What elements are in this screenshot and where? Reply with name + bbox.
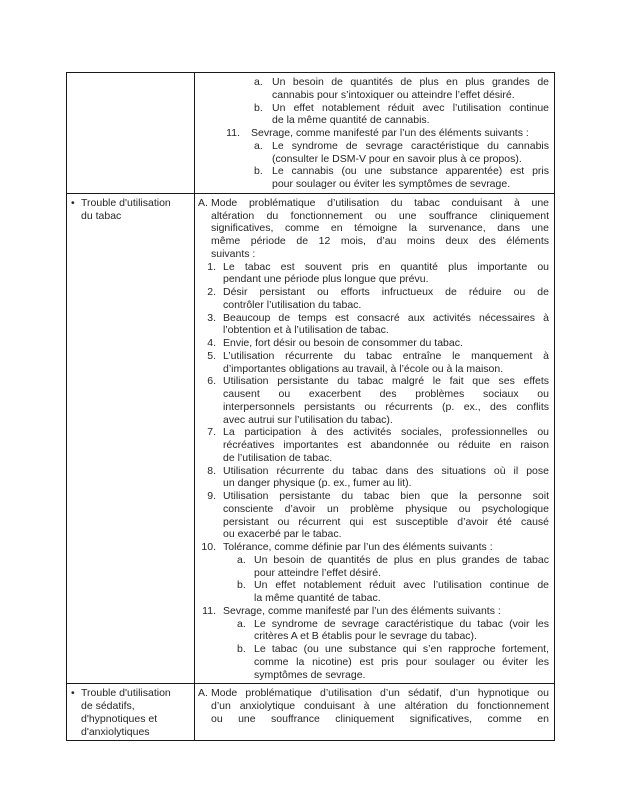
item-line: pour atteindre l’effet désiré.	[254, 566, 382, 579]
criterion-item	[196, 350, 549, 376]
item-marker: a.	[254, 139, 263, 152]
item-line: Le syndrome de sevrage caractéristique du cannabis	[272, 139, 549, 152]
item-line: suivants :	[211, 247, 256, 260]
item-line: de la même quantité de cannabis.	[272, 114, 430, 127]
item-line: Désir persistant ou efforts infructueux de réduire ou de	[223, 286, 549, 298]
item-line: Un effet notablement réduit avec l’utilisation continue	[272, 101, 549, 114]
item-line: interpersonnels persistants ou récurrents (p. ex., des conflits	[223, 400, 549, 413]
item-marker: b.	[254, 165, 263, 178]
item-marker: 2.	[207, 286, 216, 298]
disorder-label	[70, 687, 190, 738]
item-line: Beaucoup de temps est consacré aux activités nécessaires à	[223, 311, 549, 324]
criterion-item	[196, 618, 549, 644]
criterion-item	[196, 127, 549, 140]
criterion-item	[196, 140, 549, 166]
item-line: consciente d’avoir un problème physique ou psychologique	[223, 502, 549, 515]
item-line: comme la nicotine) est pris pour soulager ou éviter les	[254, 655, 549, 668]
criterion-item	[196, 465, 549, 491]
item-marker: b.	[237, 643, 246, 655]
criterion-item	[196, 312, 549, 338]
item-marker: 11.	[202, 604, 216, 617]
item-marker: 4.	[207, 337, 216, 349]
item-marker: 8.	[207, 464, 216, 477]
item-marker: a.	[237, 617, 246, 630]
item-line: Utilisation persistante du tabac bien que la personne soit	[223, 490, 549, 502]
item-line: d’un anxiolytique conduisant à une altération du fonctionnement	[211, 700, 549, 712]
item-line: de l’utilisation de tabac.	[223, 451, 333, 464]
item-line: L’utilisation récurrente du tabac entraîne le manquement à	[223, 349, 549, 362]
disorder-label-line: Trouble d'utilisation	[81, 196, 171, 209]
item-line: Un besoin de quantités de plus en plus grandes de tabac	[254, 553, 549, 566]
item-line: l’obtention et à l’utilisation de tabac.	[223, 324, 389, 337]
criterion-item	[196, 261, 549, 287]
criterion-item	[196, 165, 549, 191]
criterion-item	[196, 579, 549, 605]
disorder-label-line: du tabac	[81, 209, 122, 222]
criterion-item	[196, 375, 549, 426]
disorder-label-line: de sédatifs,	[81, 700, 135, 712]
disorder-label-line: Trouble d'utilisation	[81, 687, 171, 700]
item-line: (consulter le DSM-V pour en savoir plus à ce propos).	[272, 152, 522, 165]
item-line: Tolérance, comme définie par l’un des éléments suivants :	[223, 541, 493, 553]
item-line: la même quantité de tabac.	[254, 592, 381, 604]
criterion-item	[196, 687, 549, 725]
disorder-label-line: d'hypnotiques et	[81, 712, 158, 725]
bullet-icon: •	[71, 196, 75, 209]
item-line: La participation à des activités sociales, professionnelles ou	[223, 426, 549, 439]
item-line: Sevrage, comme manifesté par l’un des éléments suivants :	[251, 127, 529, 139]
disorder-cell	[67, 684, 195, 740]
item-marker: 1.	[207, 260, 216, 273]
item-line: Utilisation récurrente du tabac dans des situations où il pose	[223, 464, 549, 477]
item-line: avec autrui sur l’utilisation du tabac).	[223, 413, 393, 426]
criteria-table	[66, 72, 555, 741]
item-marker: 11.	[226, 127, 240, 139]
item-line: Un besoin de quantités de plus en plus grandes de	[272, 76, 549, 88]
item-line: Utilisation persistante du tabac malgré le fait que ses effets	[223, 375, 549, 388]
item-line: pendant une période plus longue que prévu.	[223, 273, 429, 286]
item-line: Un effet notablement réduit avec l’utilisation continue de	[254, 579, 549, 592]
item-marker: 10.	[201, 541, 216, 553]
item-line: Mode problématique d’utilisation du tabac conduisant à une	[211, 196, 549, 209]
item-marker: 5.	[207, 349, 216, 362]
criterion-item	[196, 102, 549, 128]
criteria-cell	[195, 194, 554, 684]
item-line: Le cannabis (ou une substance apparentée) est pris	[272, 165, 549, 178]
item-line: ou exacerbé par le tabac.	[223, 528, 342, 541]
item-line: d’importantes obligations au travail, à l’école ou à la maison.	[223, 362, 504, 375]
item-line: Le tabac (ou une substance qui s’en rapproche fortement,	[254, 643, 549, 655]
item-line: pour soulager ou éviter les symptômes de sevrage.	[272, 178, 511, 190]
item-marker: 9.	[207, 490, 216, 502]
item-line: significatives, comme en témoigne la survenance, dans une	[211, 222, 549, 235]
criterion-item	[196, 76, 549, 102]
criteria-cell	[195, 73, 554, 193]
criterion-item	[196, 197, 549, 261]
item-line: Sevrage, comme manifesté par l’un des éléments suivants :	[223, 604, 501, 617]
item-line: altération du fonctionnement ou une souffrance cliniquement	[211, 209, 549, 222]
criterion-item	[196, 337, 549, 350]
item-marker: a.	[237, 553, 246, 566]
item-line: symptômes de sevrage.	[254, 668, 366, 681]
disorder-cell	[67, 73, 195, 193]
disorder-label-line: d'anxiolytiques	[81, 725, 150, 738]
disorder-label	[70, 197, 190, 223]
item-line: critères A et B établis pour le sevrage du tabac).	[254, 630, 477, 643]
item-marker: 7.	[207, 426, 216, 439]
item-line: cannabis pour s’intoxiquer ou atteindre l’effet désiré.	[272, 88, 515, 101]
criterion-item	[196, 605, 549, 618]
criterion-item	[196, 554, 549, 580]
bullet-icon: •	[71, 687, 75, 700]
item-marker: b.	[254, 101, 263, 114]
item-marker: A.	[198, 196, 208, 209]
criterion-item	[196, 643, 549, 681]
item-line: un danger physique (p. ex., fumer au lit).	[223, 477, 412, 490]
criterion-item	[196, 541, 549, 554]
item-line: Le syndrome de sevrage caractéristique du tabac (voir les	[254, 617, 549, 630]
item-line: persistant ou récurrent qui est susceptible d’avoir été causé	[223, 515, 549, 528]
item-marker: a.	[254, 76, 263, 88]
table-row-trouble-utilisation-sedatifs	[67, 683, 554, 740]
item-line: Mode problématique d’utilisation d’un sédatif, d’un hypnotique ou	[211, 687, 549, 700]
item-marker: A.	[198, 687, 208, 700]
item-line: contrôler l’utilisation du tabac.	[223, 298, 362, 311]
item-line: causent ou exacerbent des problèmes sociaux ou	[223, 388, 549, 400]
criterion-item	[196, 286, 549, 312]
criterion-item	[196, 490, 549, 541]
item-line: ou une souffrance cliniquement significatives, comme en	[211, 712, 549, 725]
table-row-trouble-utilisation-tabac	[67, 193, 554, 684]
criterion-item	[196, 426, 549, 464]
item-marker: 3.	[207, 311, 216, 324]
criteria-cell	[195, 684, 554, 740]
disorder-cell	[67, 194, 195, 684]
table-row-cannabis-continuation	[67, 73, 554, 193]
item-line: récréatives importantes est abandonnée ou réduite en raison	[223, 439, 549, 451]
item-line: même période de 12 mois, d’au moins deux des éléments	[211, 235, 549, 247]
item-line: Le tabac est souvent pris en quantité plus importante ou	[223, 260, 549, 273]
item-marker: 6.	[207, 375, 216, 388]
item-line: Envie, fort désir ou besoin de consommer du tabac.	[223, 337, 463, 349]
item-marker: b.	[237, 579, 246, 592]
